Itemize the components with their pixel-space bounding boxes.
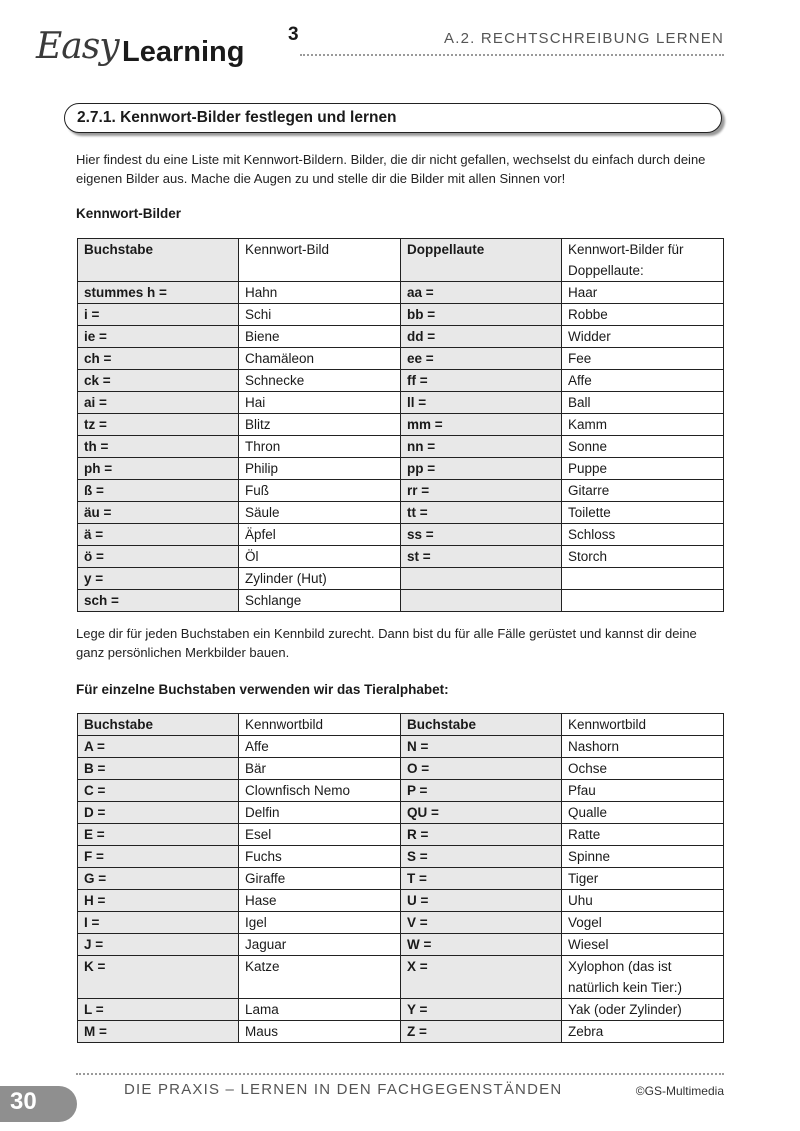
table-cell	[562, 568, 724, 590]
kennwort-bilder-table	[77, 238, 724, 612]
table-row	[78, 480, 724, 502]
table-cell: äu =	[78, 502, 239, 524]
header-cell: Doppellaute	[401, 239, 562, 282]
footer-chapter-label: DIE PRAXIS – LERNEN IN DEN FACHGEGENSTÄNDEN	[124, 1081, 563, 1098]
table-cell: Ratte	[562, 824, 724, 846]
table-header-row	[78, 714, 724, 736]
table-row	[78, 414, 724, 436]
table-cell: Hase	[239, 890, 401, 912]
easy-learning-logo	[36, 14, 299, 74]
table-cell: ie =	[78, 326, 239, 348]
table-cell: ä =	[78, 524, 239, 546]
table-cell: Maus	[239, 1021, 401, 1043]
table-cell: mm =	[401, 414, 562, 436]
table-cell: Schlange	[239, 590, 401, 612]
table-row	[78, 802, 724, 824]
table-cell: QU =	[401, 802, 562, 824]
table-cell: aa =	[401, 282, 562, 304]
table-cell: ß =	[78, 480, 239, 502]
table-cell: Nashorn	[562, 736, 724, 758]
table-cell: Fuchs	[239, 846, 401, 868]
table-row	[78, 999, 724, 1021]
table-cell: V =	[401, 912, 562, 934]
table-cell: R =	[401, 824, 562, 846]
table-cell: Schnecke	[239, 370, 401, 392]
table-row	[78, 780, 724, 802]
header-cell: Kennwort-Bilder für Doppellaute:	[562, 239, 724, 282]
table-row	[78, 934, 724, 956]
table-cell: O =	[401, 758, 562, 780]
table-cell: Delfin	[239, 802, 401, 824]
header-cell: Buchstabe	[401, 714, 562, 736]
table-cell: Ochse	[562, 758, 724, 780]
table-cell: Bär	[239, 758, 401, 780]
table-row	[78, 568, 724, 590]
table-cell: P =	[401, 780, 562, 802]
table-cell: Fee	[562, 348, 724, 370]
table-row	[78, 392, 724, 414]
table-cell: Kamm	[562, 414, 724, 436]
table-cell: B =	[78, 758, 239, 780]
table-cell: X =	[401, 956, 562, 999]
table-row	[78, 436, 724, 458]
table-cell: Schi	[239, 304, 401, 326]
table-cell: tz =	[78, 414, 239, 436]
table-row	[78, 370, 724, 392]
header-cell: Kennwortbild	[562, 714, 724, 736]
section-title: 2.7.1. Kennwort-Bilder festlegen und lernen	[64, 103, 722, 133]
table-cell: ll =	[401, 392, 562, 414]
table-cell: ss =	[401, 524, 562, 546]
table2-body	[78, 736, 724, 1043]
header-divider	[300, 54, 724, 56]
table-row	[78, 736, 724, 758]
table-cell: nn =	[401, 436, 562, 458]
table-cell: Pfau	[562, 780, 724, 802]
table-cell: Z =	[401, 1021, 562, 1043]
table-cell: I =	[78, 912, 239, 934]
table-cell: K =	[78, 956, 239, 999]
table-cell: Hai	[239, 392, 401, 414]
table-row	[78, 282, 724, 304]
table-cell: Vogel	[562, 912, 724, 934]
table-cell: Schloss	[562, 524, 724, 546]
table-cell: Gitarre	[562, 480, 724, 502]
table-row	[78, 304, 724, 326]
table-cell: Thron	[239, 436, 401, 458]
logo-superscript: 3	[288, 24, 299, 45]
table-cell: E =	[78, 824, 239, 846]
table-cell: Affe	[562, 370, 724, 392]
table-cell: rr =	[401, 480, 562, 502]
table-cell: Affe	[239, 736, 401, 758]
table-cell: th =	[78, 436, 239, 458]
table-cell: tt =	[401, 502, 562, 524]
table-cell: ai =	[78, 392, 239, 414]
header-cell: Buchstabe	[78, 239, 239, 282]
table-row	[78, 956, 724, 999]
table-cell: Wiesel	[562, 934, 724, 956]
table-cell: Blitz	[239, 414, 401, 436]
table-cell: Yak (oder Zylinder)	[562, 999, 724, 1021]
table-cell: A =	[78, 736, 239, 758]
table-cell: y =	[78, 568, 239, 590]
table-cell: Storch	[562, 546, 724, 568]
table-row	[78, 590, 724, 612]
header-cell: Buchstabe	[78, 714, 239, 736]
table-cell: Spinne	[562, 846, 724, 868]
table-cell: stummes h =	[78, 282, 239, 304]
table-row	[78, 1021, 724, 1043]
table-cell: Clownfisch Nemo	[239, 780, 401, 802]
table-cell: U =	[401, 890, 562, 912]
table-cell: ö =	[78, 546, 239, 568]
table-cell: Toilette	[562, 502, 724, 524]
table-cell: Hahn	[239, 282, 401, 304]
table-cell	[401, 568, 562, 590]
table-cell: W =	[401, 934, 562, 956]
table1-heading: Kennwort-Bilder	[76, 206, 182, 221]
table-cell: Säule	[239, 502, 401, 524]
table-cell: Zylinder (Hut)	[239, 568, 401, 590]
table-cell: dd =	[401, 326, 562, 348]
table-row	[78, 758, 724, 780]
table-cell: ph =	[78, 458, 239, 480]
table-cell: L =	[78, 999, 239, 1021]
intro-paragraph: Hier findest du eine Liste mit Kennwort-Bildern. Bilder, die dir nicht gefallen, wechselst du einfach durch deine eigenen Bilder aus. Mache die Augen zu und stelle dir die Bilder mit allen Sinnen vor!	[76, 152, 706, 186]
table-cell: Qualle	[562, 802, 724, 824]
table-header-row	[78, 239, 724, 282]
table-cell: bb =	[401, 304, 562, 326]
table-cell: Uhu	[562, 890, 724, 912]
table-row	[78, 846, 724, 868]
table-cell: Haar	[562, 282, 724, 304]
table-cell	[401, 590, 562, 612]
table-cell: Y =	[401, 999, 562, 1021]
table-row	[78, 912, 724, 934]
table-row	[78, 524, 724, 546]
table-row	[78, 502, 724, 524]
table-row	[78, 458, 724, 480]
table-cell: Chamäleon	[239, 348, 401, 370]
table-cell: ee =	[401, 348, 562, 370]
middle-paragraph: Lege dir für jeden Buchstaben ein Kennbild zurecht. Dann bist du für alle Fälle gerüstet und kannst dir deine ganz persönlichen Merkbilder bauen.	[76, 626, 697, 660]
table-cell: T =	[401, 868, 562, 890]
copyright-notice: ©GS-Multimedia	[635, 1084, 724, 1098]
table-cell: Katze	[239, 956, 401, 999]
table1-body	[78, 282, 724, 612]
table-cell: Xylophon (das ist natürlich kein Tier:)	[562, 956, 724, 999]
table-row	[78, 348, 724, 370]
logo-easy-text: Easy	[36, 26, 119, 67]
table-cell: Giraffe	[239, 868, 401, 890]
table-cell: Biene	[239, 326, 401, 348]
table-cell: Philip	[239, 458, 401, 480]
table-row	[78, 890, 724, 912]
table-row	[78, 546, 724, 568]
table2-heading: Für einzelne Buchstaben verwenden wir das Tieralphabet:	[76, 682, 449, 697]
table-cell: Widder	[562, 326, 724, 348]
table-cell: ff =	[401, 370, 562, 392]
header-cell: Kennwort-Bild	[239, 239, 401, 282]
table-cell: Puppe	[562, 458, 724, 480]
page-number: 30	[10, 1088, 37, 1115]
table-cell: Esel	[239, 824, 401, 846]
table-cell: H =	[78, 890, 239, 912]
table-cell: D =	[78, 802, 239, 824]
table-cell: Ball	[562, 392, 724, 414]
table-cell: ck =	[78, 370, 239, 392]
table-cell: sch =	[78, 590, 239, 612]
table-cell: Jaguar	[239, 934, 401, 956]
table-cell	[562, 590, 724, 612]
table-cell: Sonne	[562, 436, 724, 458]
table-row	[78, 868, 724, 890]
table-cell: i =	[78, 304, 239, 326]
table-cell: C =	[78, 780, 239, 802]
table-cell: Lama	[239, 999, 401, 1021]
footer-divider	[76, 1073, 724, 1075]
table-cell: M =	[78, 1021, 239, 1043]
header-section-label: A.2. RECHTSCHREIBUNG LERNEN	[444, 30, 724, 47]
table-cell: Fuß	[239, 480, 401, 502]
table-cell: F =	[78, 846, 239, 868]
table-cell: J =	[78, 934, 239, 956]
table-cell: Öl	[239, 546, 401, 568]
logo-learning-text: Learning	[122, 36, 245, 68]
table-cell: S =	[401, 846, 562, 868]
table-cell: pp =	[401, 458, 562, 480]
table-cell: st =	[401, 546, 562, 568]
table-cell: Äpfel	[239, 524, 401, 546]
table-cell: Robbe	[562, 304, 724, 326]
table-row	[78, 824, 724, 846]
header-cell: Kennwortbild	[239, 714, 401, 736]
table-cell: Igel	[239, 912, 401, 934]
table-row	[78, 326, 724, 348]
tieralphabet-table	[77, 713, 724, 1043]
table-cell: G =	[78, 868, 239, 890]
table-cell: ch =	[78, 348, 239, 370]
table-cell: Zebra	[562, 1021, 724, 1043]
table-cell: Tiger	[562, 868, 724, 890]
table-cell: N =	[401, 736, 562, 758]
